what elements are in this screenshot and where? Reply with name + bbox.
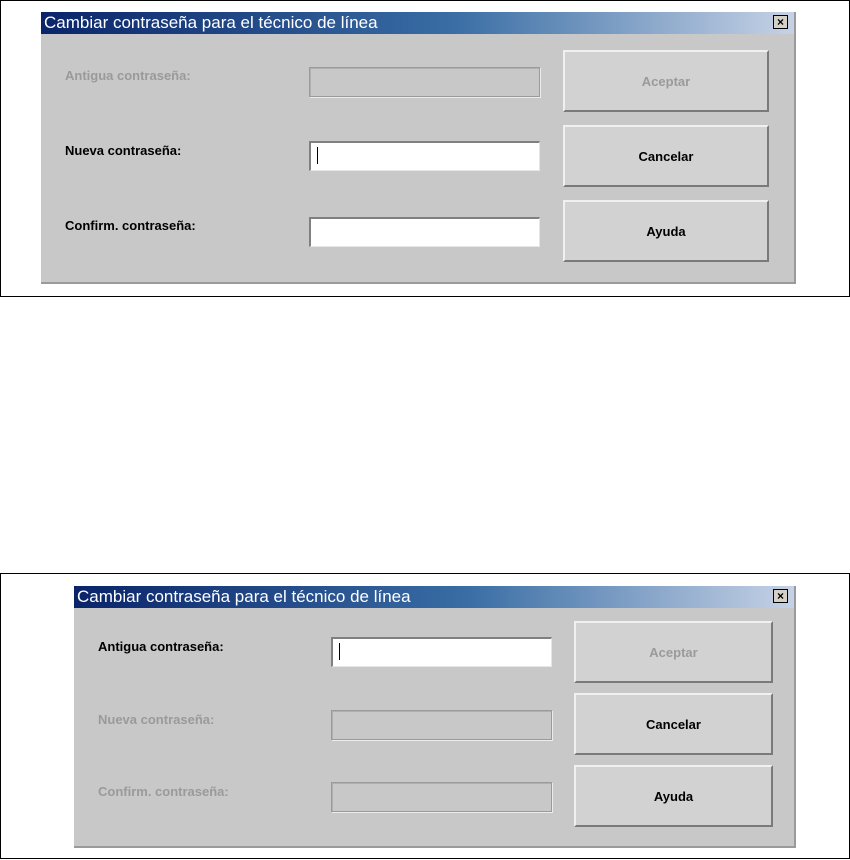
title-bar[interactable]: [74, 586, 794, 608]
close-icon[interactable]: ×: [773, 15, 788, 29]
help-button[interactable]: [574, 765, 773, 827]
help-button-label: Ayuda: [653, 788, 694, 804]
new-password-field[interactable]: [309, 141, 540, 171]
confirm-password-label: Confirm. contraseña:: [65, 218, 196, 233]
new-password-label: Nueva contraseña:: [65, 143, 182, 158]
screenshot-frame-1: [0, 0, 850, 297]
accept-button[interactable]: [563, 50, 769, 112]
accept-button-label: Aceptar: [649, 644, 698, 660]
cancel-button[interactable]: [574, 693, 773, 755]
text-caret: [339, 643, 340, 660]
dialog-title: Cambiar contraseña para el técnico de línea: [77, 587, 411, 606]
text-caret: [317, 147, 318, 164]
old-password-field: [309, 67, 540, 97]
help-button-label: Ayuda: [646, 223, 686, 239]
cancel-button-label: Cancelar: [646, 716, 701, 732]
help-button[interactable]: [563, 200, 769, 262]
new-password-field: [331, 710, 552, 740]
close-icon[interactable]: ×: [773, 589, 788, 603]
change-password-dialog: [74, 586, 796, 848]
cancel-button-label: Cancelar: [638, 148, 694, 164]
screenshot-frame-2: [0, 573, 850, 859]
old-password-label: Antigua contraseña:: [98, 639, 224, 654]
accept-button[interactable]: [574, 621, 773, 683]
old-password-label: Antigua contraseña:: [65, 68, 191, 83]
change-password-dialog: [41, 12, 796, 284]
accept-button-label: Aceptar: [641, 73, 691, 89]
confirm-password-field: [331, 782, 552, 812]
new-password-label: Nueva contraseña:: [98, 712, 215, 727]
confirm-password-field[interactable]: [309, 217, 540, 247]
confirm-password-label: Confirm. contraseña:: [98, 784, 229, 799]
title-bar[interactable]: [41, 12, 794, 34]
dialog-title: Cambiar contraseña para el técnico de línea: [44, 13, 378, 32]
cancel-button[interactable]: [563, 125, 769, 187]
old-password-field[interactable]: [331, 637, 552, 667]
